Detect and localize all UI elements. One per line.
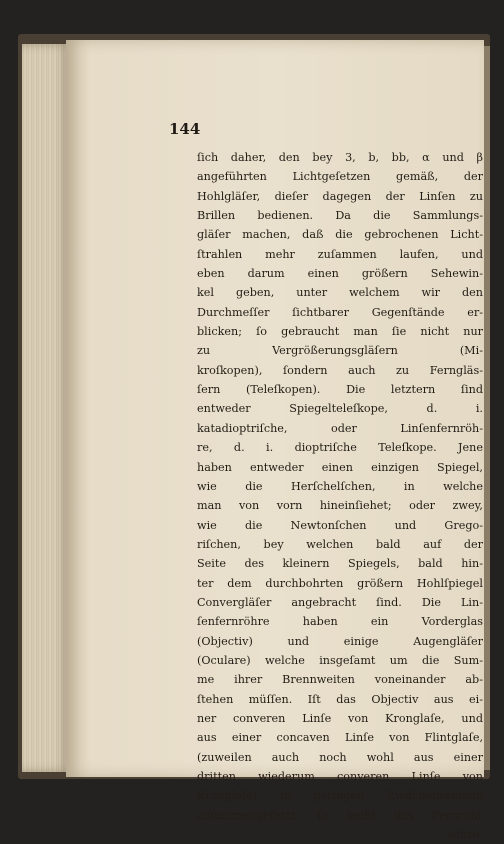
text-line: ſenfernröhre haben ein Vorderglas xyxy=(197,615,483,629)
text-line: gläſer machen, daß die gebrochenen Licht- xyxy=(197,228,483,242)
text-line: wie die Herſchelſchen, in welche xyxy=(197,479,483,493)
catchword: achro- xyxy=(446,828,483,842)
text-line: zu Vergrößerungsgläſern (Mi- xyxy=(197,344,483,358)
text-line: entweder Spiegelteleſkope, d. i. xyxy=(197,402,483,416)
text-line: dritten wiederum converen Linſe von xyxy=(197,770,483,783)
text-line: man von vorn hineinſiehet; oder zwey, xyxy=(197,499,483,513)
text-line: katadioptriſche, oder Linſenfernröh- xyxy=(197,421,483,435)
text-line: (zuweilen auch noch wohl aus einer xyxy=(197,750,483,764)
text-line: Durchmeſſer ſichtbarer Gegenſtände er- xyxy=(197,305,483,319)
page-edges xyxy=(22,44,70,772)
text-line: kel geben, unter welchem wir den xyxy=(197,286,483,300)
text-line: riſchen, bey welchen bald auf der xyxy=(197,537,483,551)
text-line: ſern (Teleſkopen). Die letztern ſind xyxy=(197,383,483,397)
text-line: (Oculare) welche insgeſamt um die Sum- xyxy=(197,653,483,667)
text-line: ter dem durchbohrten größern Hohlſpiegel xyxy=(197,576,483,590)
text-line: ſich daher, den bey 3, b, bb, α und β xyxy=(197,151,483,164)
text-line: Hohlgläſer, dieſer dagegen der Linſen zu xyxy=(197,189,483,203)
page-number: 144 xyxy=(169,120,201,138)
text-line: eben darum einen größern Sehewin- xyxy=(197,267,483,281)
text-line: me ihrer Brennweiten voneinander ab- xyxy=(197,673,483,687)
text-line: kroſkopen), ſondern auch zu Ferngläs- xyxy=(197,363,483,377)
text-line: ner converen Linſe von Kronglaſe, und xyxy=(197,711,483,725)
text-line: blicken; ſo gebraucht man ſie nicht nur xyxy=(197,325,483,339)
text-line: wie die Newtonſchen und Grego- xyxy=(197,518,483,532)
text-line: Seite des kleinern Spiegels, bald hin- xyxy=(197,557,483,571)
text-line: Kronglaſe) in geringen Zwiſchenräumen xyxy=(197,789,483,803)
text-line: zuſammengeſetzt: ſo heißt das Fernrohr xyxy=(197,808,483,822)
book-right-edge xyxy=(484,46,490,770)
text-line: Convergläſer angebracht ſind. Die Lin- xyxy=(197,595,483,609)
text-line: re, d. i. dioptriſche Teleſkope. Jene xyxy=(197,441,483,455)
text-line: haben entweder einen einzigen Spiegel, xyxy=(197,460,483,474)
text-line: angeführten Lichtgeſetzen gemäß, der xyxy=(197,170,483,184)
text-line: ſtrahlen mehr zuſammen laufen, und xyxy=(197,247,483,261)
text-line: Brillen bedienen. Da die Sammlungs- xyxy=(197,209,483,223)
text-line: (Objectiv) und einige Augengläſer xyxy=(197,634,483,648)
page-text xyxy=(197,148,483,844)
text-line: aus einer concaven Linſe von Flintglaſe, xyxy=(197,731,483,745)
text-line: ſtehen müſſen. Iſt das Objectiv aus ei- xyxy=(197,692,483,706)
